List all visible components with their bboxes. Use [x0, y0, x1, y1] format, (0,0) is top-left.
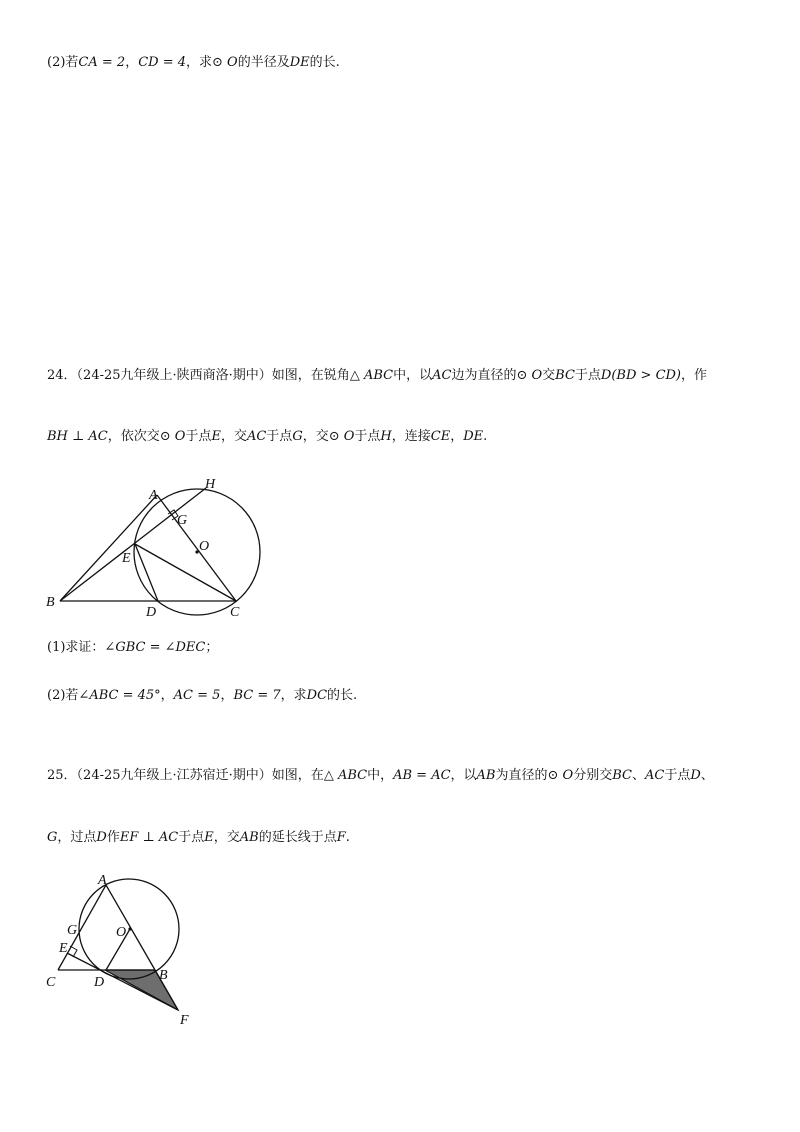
q24-text: 于点	[354, 429, 381, 444]
q24-text: 中，以	[393, 368, 433, 383]
q25-math-bc: BC	[612, 768, 632, 783]
q24-text: 交	[542, 368, 556, 383]
q25-text: ，交	[213, 830, 240, 845]
q24-text: 边为直径的	[451, 368, 517, 383]
q24-label-g: G	[177, 513, 188, 528]
q24-text: ，	[450, 429, 464, 444]
q25-label-f: F	[180, 1013, 189, 1028]
q24-text: ，求	[280, 688, 307, 703]
q24-label-e: E	[122, 551, 131, 566]
q25-math-f: F	[336, 830, 346, 845]
q24-source: （24-25九年级上·陕西商洛·期中）	[76, 368, 272, 383]
q24-math-ac2: AC	[246, 429, 267, 444]
q24-math-ac: AC	[432, 368, 452, 383]
q23-part2-label: (2)若	[47, 55, 79, 70]
q24-label-h: H	[205, 477, 216, 492]
q24-text: 于点	[185, 429, 212, 444]
q24-math-bc7: BC = 7	[233, 688, 281, 703]
q24-text: ，依次交	[107, 429, 160, 444]
q25-text: 作	[106, 830, 120, 845]
q24-math-angles: ∠GBC = ∠DEC	[104, 640, 206, 655]
q24-math-g: G	[292, 429, 303, 444]
q24-math-dc: DC	[306, 688, 328, 703]
q24-label-c: C	[230, 605, 240, 620]
q25-number: 25．	[47, 768, 77, 783]
q25-text: 、	[700, 768, 714, 783]
q25-text: 分别交	[573, 768, 613, 783]
q24-text: ，作	[681, 368, 708, 383]
q25-math-d2: D	[96, 830, 107, 845]
q24-text: 如图，在锐角	[271, 368, 350, 383]
q24-text: 于点	[266, 429, 293, 444]
q24-math-d: D	[600, 368, 612, 383]
q23-text2: 的半径及	[237, 55, 290, 70]
q24-text: ，交	[302, 429, 329, 444]
q25-text: 、	[631, 768, 645, 783]
q24-math-ce: CE	[430, 429, 451, 444]
q24-text: 于点	[574, 368, 601, 383]
q24-math-h: H	[380, 429, 392, 444]
q24-text: ，交	[220, 429, 247, 444]
q25-center-dot	[128, 927, 131, 930]
q24-math-tri: △ ABC	[349, 368, 394, 383]
q25-math-circle: ⊙ O	[547, 768, 574, 783]
q23-sep: ，	[125, 55, 139, 70]
q25-label-b: B	[159, 968, 168, 983]
q25-text: .	[345, 830, 350, 845]
q24-text: ，	[160, 688, 174, 703]
q24-number: 24．	[47, 368, 77, 383]
q24-math-bc: BC	[555, 368, 575, 383]
q25-segment-ca	[58, 885, 106, 970]
q24-math-circle: ⊙ O	[516, 368, 543, 383]
q25-label-o: O	[116, 925, 127, 940]
q24-math-bh: BH ⊥ AC	[47, 429, 108, 444]
q25-math-tri: △ ABC	[323, 768, 368, 783]
q25-label-g: G	[67, 923, 78, 938]
q24-label-a: A	[149, 488, 158, 503]
q24-math-circle2: ⊙ O	[159, 429, 186, 444]
q24-label-b: B	[46, 595, 55, 610]
q24-text: ，连接	[391, 429, 431, 444]
q23-math-circle: ⊙ O	[212, 55, 238, 70]
q25-text: 于点	[178, 830, 205, 845]
q24-text: ；	[205, 640, 219, 655]
q24-math-angle: ∠ABC = 45°	[78, 688, 161, 703]
q24-part2-label: (2)若	[47, 688, 79, 703]
q24-math-de: DE	[463, 429, 484, 444]
q23-math-ca: CA = 2	[78, 55, 126, 70]
q24-text: ，	[220, 688, 234, 703]
q24-math-circle3: ⊙ O	[328, 429, 355, 444]
q23-math-cd: CD = 4	[138, 55, 187, 70]
q25-math-e: E	[204, 830, 214, 845]
q25-math-g: G	[47, 830, 58, 845]
q25-label-a: A	[98, 873, 107, 888]
q25-math-ab: AB	[476, 768, 496, 783]
q25-text: ，过点	[57, 830, 97, 845]
q23-text3: 的长.	[309, 55, 340, 70]
q25-math-ef: EF ⊥ AC	[119, 830, 179, 845]
q25-text: 于点	[664, 768, 691, 783]
q25-text: 如图，在	[271, 768, 324, 783]
q23-text: ，求	[186, 55, 213, 70]
q24-math-e: E	[211, 429, 221, 444]
q24-math-ac5: AC = 5	[173, 688, 221, 703]
q25-math-eq: AB = AC	[393, 768, 451, 783]
q25-label-c: C	[46, 975, 56, 990]
q23-math-de: DE	[289, 55, 310, 70]
q25-math-d: D	[690, 768, 701, 783]
q25-text: ，以	[450, 768, 477, 783]
q25-text: 为直径的	[495, 768, 548, 783]
q25-text: 的延长线于点	[258, 830, 337, 845]
q25-math-ac: AC	[644, 768, 665, 783]
q25-label-e: E	[59, 941, 68, 956]
q25-text: 中，	[367, 768, 394, 783]
q25-label-d: D	[94, 975, 105, 990]
q25-math-ab2: AB	[239, 830, 259, 845]
q24-label-o: O	[199, 539, 210, 554]
q24-math-cond: (BD > CD)	[611, 368, 682, 383]
q24-text: .	[483, 429, 488, 444]
q24-text: 的长.	[327, 688, 358, 703]
q25-source: （24-25九年级上·江苏宿迁·期中）	[76, 768, 272, 783]
q24-label-d: D	[146, 605, 157, 620]
q24-part1-label: (1)求证：	[47, 640, 105, 655]
